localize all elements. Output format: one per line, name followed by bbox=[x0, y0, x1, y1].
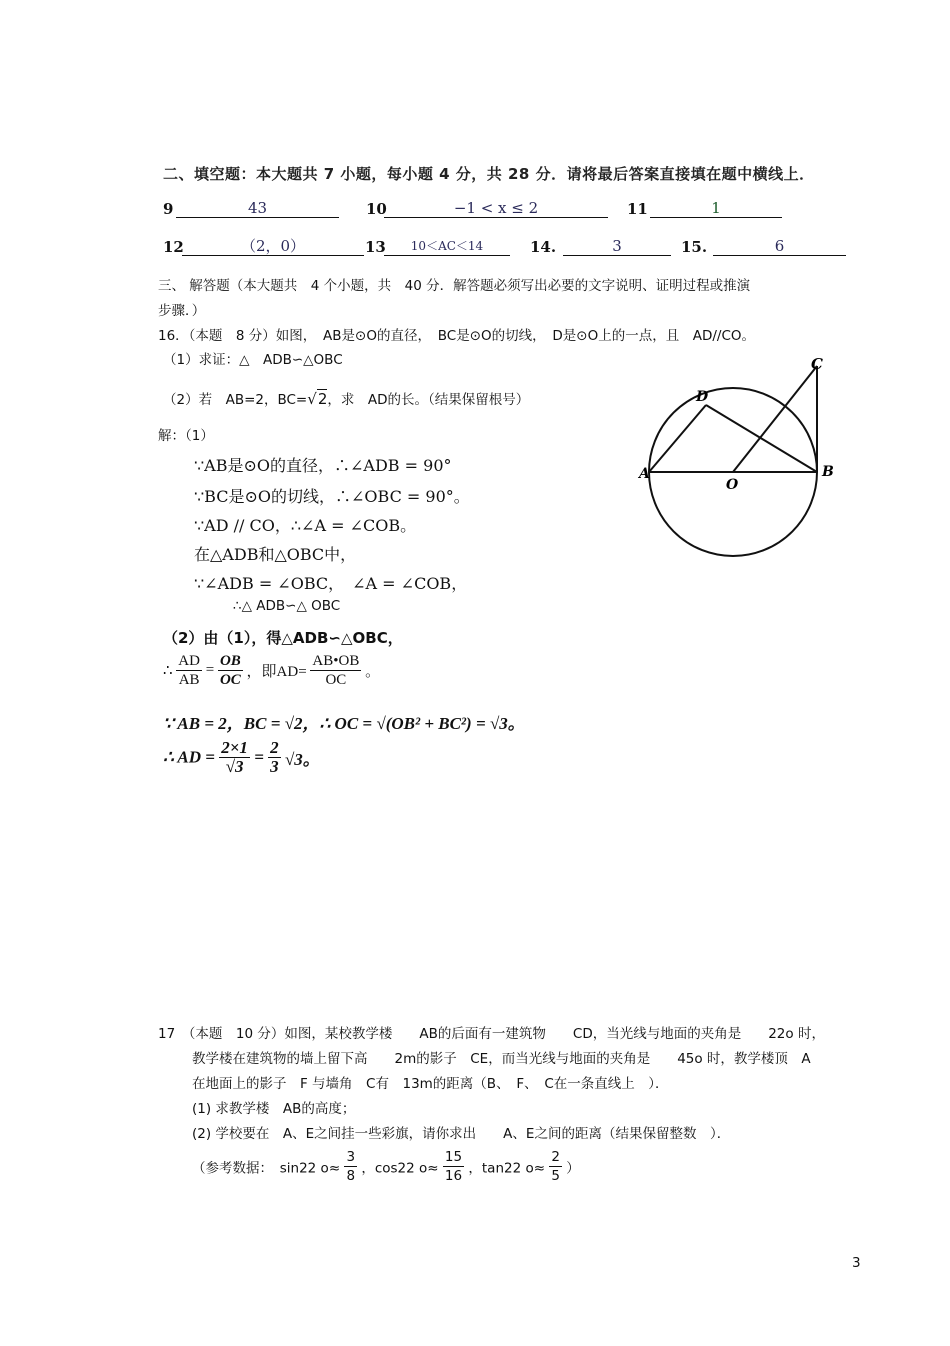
fraction-abob-oc: $\frac{AB•OB}{OC}$ bbox=[312, 653, 360, 688]
sqrt-sign: √ bbox=[307, 390, 317, 408]
equals-sign: = bbox=[205, 662, 215, 678]
q15-answer: 6 bbox=[713, 237, 846, 256]
ref-close: ） bbox=[566, 1160, 580, 1177]
q17-reference-data bbox=[192, 1148, 580, 1185]
q16-sol1-line3: ∵AD // CO，∴∠A = ∠COB。 bbox=[194, 516, 417, 535]
q16-sol1-line6: ∴△ ADB∽△ OBC bbox=[233, 598, 341, 614]
q16-sol2-line4 bbox=[163, 739, 320, 776]
period: 。 bbox=[365, 664, 381, 680]
ref-sin-label: （参考数据： sin22 o≈ bbox=[192, 1160, 341, 1177]
equals-sign-2: = bbox=[254, 747, 264, 767]
label-o: O bbox=[726, 477, 739, 493]
q16-part2 bbox=[163, 388, 529, 408]
ad-equals: ∴ AD = bbox=[163, 747, 215, 767]
q9-number: 9 bbox=[163, 200, 174, 218]
q16-part2-sqrt: 2 bbox=[317, 390, 328, 408]
circle-geometry-figure bbox=[636, 352, 832, 552]
ref-cos-label: ，cos22 o≈ bbox=[361, 1160, 439, 1177]
q16-sol1-line2: ∵BC是⊙O的切线，∴∠OBC = 90°。 bbox=[194, 487, 470, 506]
q16-part1: （1）求证：△ ADB∽△OBC bbox=[163, 352, 343, 368]
q13-number: 13 bbox=[365, 238, 386, 256]
q16-sol1-line5: ∵∠ADB = ∠OBC， ∠A = ∠COB， bbox=[194, 574, 468, 593]
q10-answer: −1 < x ≤ 2 bbox=[384, 199, 608, 218]
q16-sol1-line1: ∵AB是⊙O的直径，∴∠ADB = 90° bbox=[194, 456, 452, 475]
q9-answer: 43 bbox=[176, 199, 339, 218]
label-d: D bbox=[696, 389, 709, 405]
q13-answer: 10＜AC＜14 bbox=[384, 237, 510, 256]
q14-answer: 3 bbox=[563, 237, 671, 256]
fraction-tan22: $\frac{2}{5}$ bbox=[551, 1149, 560, 1184]
q10-number: 10 bbox=[366, 200, 387, 218]
fraction-sin22: $\frac{3}{8}$ bbox=[346, 1149, 356, 1184]
q16-sol1-line4: 在△ADB和△OBC中， bbox=[194, 545, 357, 564]
q15-number: 15. bbox=[681, 238, 708, 256]
q16-part2-post: ，求 AD的长。（结果保留根号） bbox=[327, 392, 530, 408]
fraction-2-3: $\frac{2}{3}$ bbox=[270, 738, 279, 776]
q11-answer: 1 bbox=[650, 199, 782, 218]
q16-stem: 16．（本题 8 分）如图， AB是⊙O的直径， BC是⊙O的切线， D是⊙O上的一点，且 AD//CO。 bbox=[158, 328, 755, 344]
fraction-2x1-sqrt3: $\frac{2\times 1}{√3}$ bbox=[221, 738, 248, 776]
section3-header-line2: 步骤．） bbox=[158, 303, 206, 319]
segment-ad bbox=[649, 405, 706, 472]
therefore-symbol: ∴ bbox=[163, 663, 173, 679]
segment-oc bbox=[733, 366, 817, 472]
q17-line3: 在地面上的影子 F 与墙角 C有 13m的距离（B、 F、 C在一条直线上 ）． bbox=[192, 1076, 669, 1092]
label-c: C bbox=[811, 355, 823, 373]
fraction-ob-oc: $\frac{OB}{OC}$ bbox=[219, 653, 241, 688]
q17-line2: 教学楼在建筑物的墙上留下高 2m的影子 CE，而当光线与地面的夹角是 45o 时，教学楼顶 A bbox=[192, 1051, 811, 1067]
q17-part1: (1) 求教学楼 AB的高度； bbox=[192, 1101, 356, 1117]
segment-db bbox=[706, 405, 817, 472]
label-a: A bbox=[639, 466, 650, 482]
fraction-ad-ab: $\frac{AD}{AB}$ bbox=[178, 653, 200, 688]
q17-line1: 17 （本题 10 分）如图，某校教学楼 AB的后面有一建筑物 CD，当光线与地面的夹角是 22o 时， bbox=[158, 1026, 825, 1042]
q11-number: 11 bbox=[627, 200, 648, 218]
q16-part2-pre: （2）若 AB=2，BC= bbox=[163, 392, 308, 408]
q17-part2: (2) 学校要在 A、E之间挂一些彩旗，请你求出 A、E之间的距离（结果保留整数 ）． bbox=[192, 1126, 731, 1142]
page-number: 3 bbox=[852, 1255, 861, 1271]
ie-text: ，即AD= bbox=[246, 664, 307, 680]
q16-solution-label: 解：（1） bbox=[158, 428, 214, 444]
q16-sol2-line1: （2）由（1），得△ADB∽△OBC， bbox=[163, 629, 403, 647]
fraction-cos22: $\frac{15}{16}$ bbox=[444, 1149, 463, 1184]
label-b: B bbox=[822, 464, 834, 480]
q14-number: 14. bbox=[530, 238, 557, 256]
q16-sol2-line3: ∵ AB = 2，BC = √2，∴ OC = √(OB² + BC²) = √3。 bbox=[163, 714, 525, 733]
ref-tan-label: ，tan22 o≈ bbox=[468, 1160, 546, 1177]
section3-header-line1: 三、 解答题（本大题共 4 个小题，共 40 分．解答题必须写出必要的文字说明、证明过程或推演 bbox=[158, 278, 751, 294]
q12-answer: （2，0） bbox=[182, 237, 364, 256]
section2-header: 二、填空题：本大题共 7 小题，每小题 4 分，共 28 分．请将最后答案直接填在题中横线上． bbox=[163, 165, 815, 183]
q16-sol2-line2 bbox=[163, 652, 380, 689]
q12-number: 12 bbox=[163, 238, 184, 256]
sqrt3-end: √3。 bbox=[284, 750, 320, 769]
